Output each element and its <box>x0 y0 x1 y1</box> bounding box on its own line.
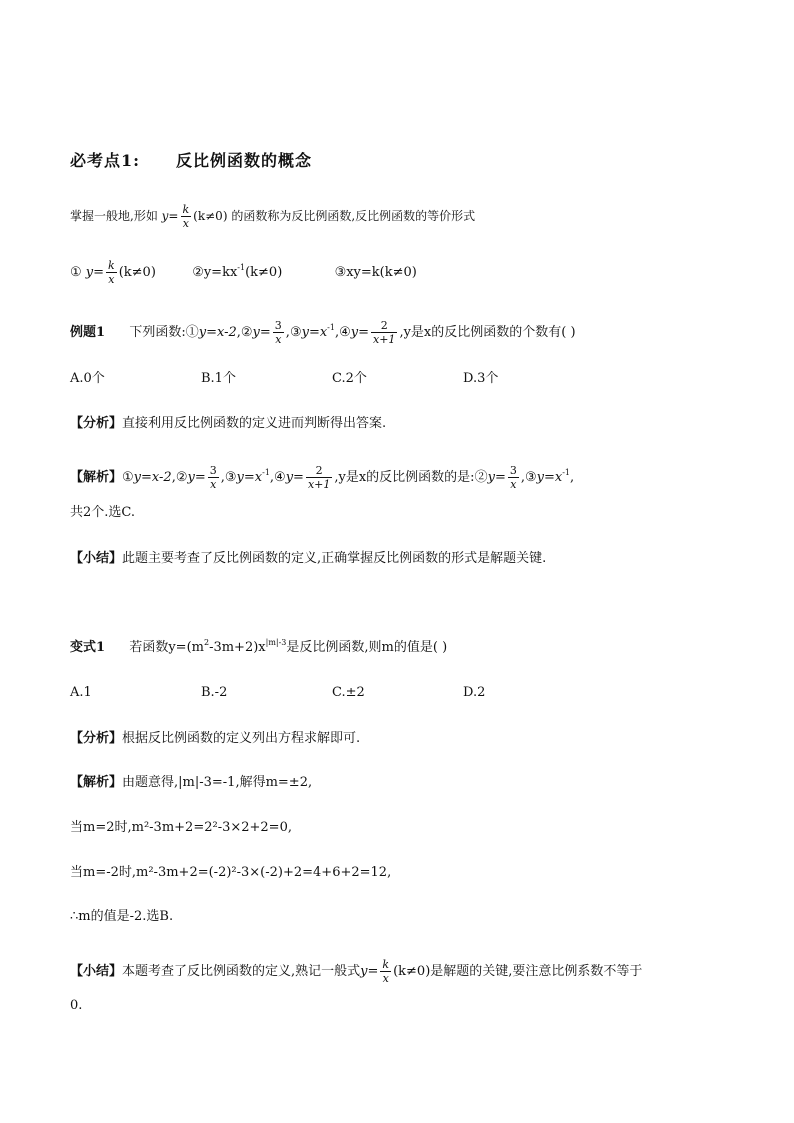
variant1-label: 变式1 <box>70 640 106 655</box>
option-d: D.3个 <box>463 371 499 386</box>
fraction-k-over-x: $\frac{k}{x}$ <box>182 203 190 230</box>
example1-question: 例题1 下列函数:①y=x-2,②y= $\frac{3}{x}$ $,③y=x^{-1},④y=$ $\frac{2}{x+1}$ ,y是x的反比例函数的个数有( ) <box>70 319 576 346</box>
variant1-analysis: 【分析】根据反比例函数的定义列出方程求解即可. <box>70 731 361 746</box>
example1-summary: 【小结】此题主要考查了反比例函数的定义,正确掌握反比例函数的形式是解题关键. <box>70 551 547 566</box>
equivalent-forms: ① y= $\frac{k}{x}$ (k≠0) $②y=kx^{-1}(k\ne 0)$ ③xy=k(k≠0) <box>70 259 417 286</box>
variant1-solution-3: 当m=-2时,m²-3m+2=(-2)²-3×(-2)+2=4+6+2=12, <box>70 865 392 880</box>
example1-analysis: 【分析】直接利用反比例函数的定义进而判断得出答案. <box>70 416 387 431</box>
option-a: A.0个 <box>70 371 105 386</box>
variant1-question: 变式1 若函数$y=(m^2-3m+2)x^{|m|-3}$是反比例函数,则m的值是( ) <box>70 638 448 655</box>
option-b: B.1个 <box>201 371 236 386</box>
example1-label: 例题1 <box>70 325 106 340</box>
variant1-summary-end: 0. <box>70 998 83 1013</box>
variant1-solution-2: 当m=2时,m²-3m+2=2²-3×2+2=0, <box>70 820 292 835</box>
intro-line: 掌握一般地,形如 y= $\frac{k}{x}$ (k≠0) 的函数称为反比例函数,反比例函数的等价形式 <box>70 203 476 230</box>
section-title: 必考点1: 反比例函数的概念 <box>70 151 313 170</box>
section-subtitle: 反比例函数的概念 <box>176 151 313 170</box>
example1-solution-end: 共2个.选C. <box>70 505 136 520</box>
option-d: D.2 <box>463 685 486 700</box>
option-a: A.1 <box>70 685 92 700</box>
option-b: B.-2 <box>201 685 228 700</box>
variant1-options <box>70 683 594 703</box>
variant1-solution-4: ∴m的值是-2.选B. <box>70 909 174 924</box>
variant1-solution-1: 【解析】由题意得,|m|-3=-1,解得m=±2, <box>70 775 313 790</box>
option-c: C.2个 <box>332 371 367 386</box>
fraction-k-over-x: $\frac{k}{x}$ <box>108 259 115 286</box>
example1-options <box>70 369 594 389</box>
example1-solution: 【解析】①y=x-2,②y= $\frac{3}{x}$ $,③y=x^{-1},④y=$ $\frac{2}{x+1}$ ,y是x的反比例函数的是:②y= $\frac{3}{x}$ $,③y=x^{-1}$, <box>70 464 575 491</box>
variant1-summary: 【小结】本题考查了反比例函数的定义,熟记一般式y= $\frac{k}{x}$ (k≠0)是解题的关键,要注意比例系数不等于 <box>70 958 643 985</box>
option-c: C.±2 <box>332 685 365 700</box>
